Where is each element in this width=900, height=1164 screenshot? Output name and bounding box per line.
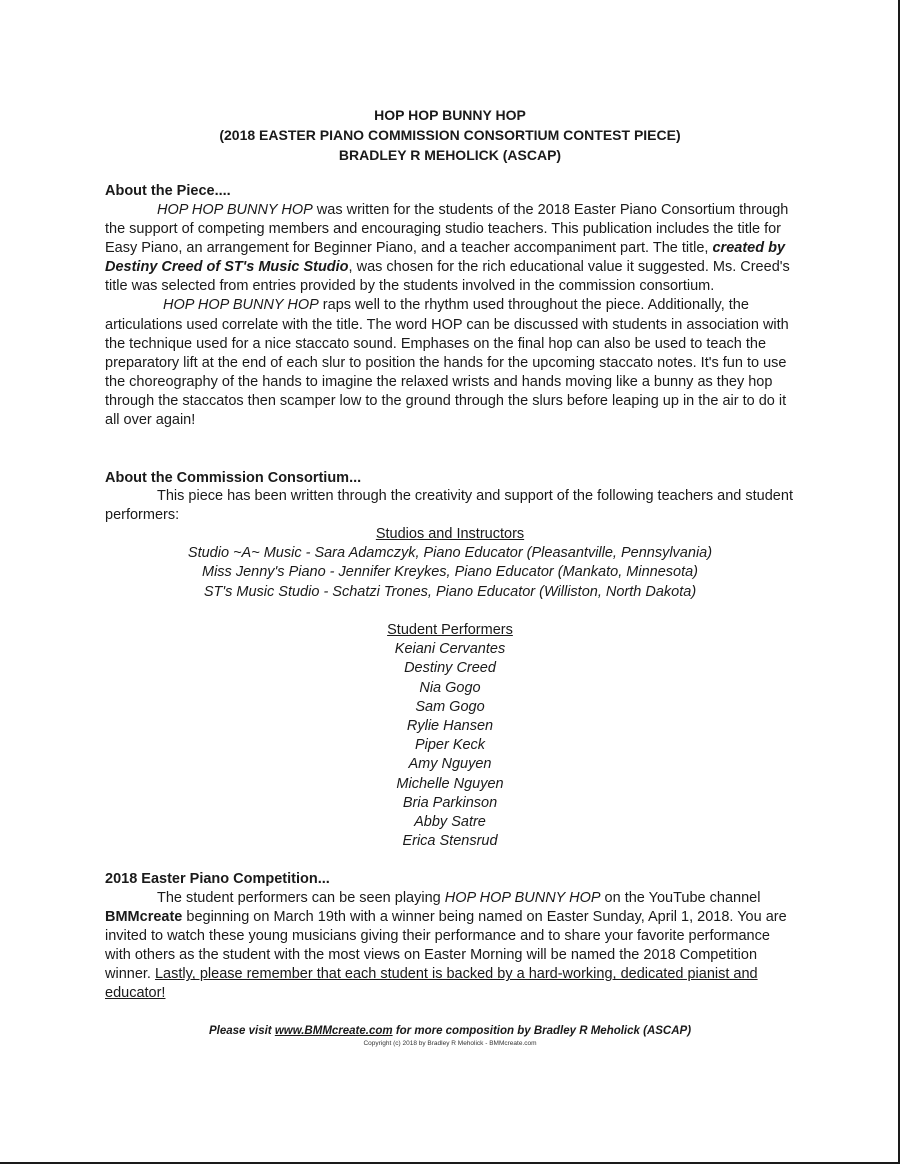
consortium-intro-text: This piece has been written through the creativity and support of the following teachers and student performers: (105, 488, 793, 524)
channel-name: BMMcreate (105, 909, 183, 926)
paragraph-text: raps well to the rhythm used throughout the piece. Additionally, the articulations used correlate with the title. The word HOP can be discussed with students in association with the technique used for a nice staccato sound. Emphases on the final hop can also be used to teach the preparatory lift at the end of each slur to position the hands for the upcoming staccato notes. It's fun to use the choreography of the hands to imagine the relaxed wrists and hands moving like a bunny as they hop through the staccatos then scamper low to the ground through the slurs before leaping up in the air to do it all over again! (105, 297, 789, 429)
website-link[interactable]: www.BMMcreate.com (274, 1025, 393, 1037)
about-piece-paragraph-2 (105, 296, 795, 430)
title-line-2: (2018 EASTER PIANO COMMISSION CONSORTIUM CONTEST PIECE) (219, 127, 681, 143)
piece-title-italic: HOP HOP BUNNY HOP (157, 202, 313, 218)
studio-item: Studio ~A~ Music - Sara Adamczyk, Piano Educator (Pleasantville, Pennsylvania) (187, 545, 713, 562)
students-list (105, 621, 795, 851)
paragraph-text: , was chosen for the rich educational value it suggested. Ms. Creed's title was selected from entries provided by the students involved in the commission consortium. (105, 259, 790, 295)
paragraph-text: beginning on March 19th with a winner being named on Easter Sunday, April 1, 2018. You are invited to watch these young musicians giving their performance and to share your favorite performance with others as the student with the most views on Easter Morning will be named the 2018 Competition winner. (105, 909, 787, 983)
student-item: Keiani Cervantes (394, 641, 506, 658)
about-piece-body (105, 201, 795, 430)
student-item: Nia Gogo (419, 679, 481, 696)
competition-heading: 2018 Easter Piano Competition... (105, 871, 330, 887)
studio-item: Miss Jenny's Piano - Jennifer Kreykes, Piano Educator (Mankato, Minnesota) (202, 564, 698, 581)
piece-title-italic: HOP HOP BUNNY HOP (163, 297, 319, 314)
student-item: Piper Keck (414, 737, 486, 754)
student-item: Abby Satre (414, 814, 486, 831)
piece-title-italic: HOP HOP BUNNY HOP (444, 890, 601, 906)
consortium-intro (105, 487, 795, 525)
closing-note-underlined: Lastly, please remember that each student is backed by a hard-working, dedicated pianist and educator! (105, 966, 758, 1002)
paragraph-text: was written for the students of the 2018 Easter Piano Consortium through the support of competing members and encouraging studio teachers. This publication includes the title for Easy Piano, an arrangement for Beginner Piano, and a teacher accompaniment part. The title, (105, 202, 789, 257)
student-item: Sam Gogo (415, 698, 485, 715)
consortium-heading: About the Commission Consortium... (105, 470, 362, 486)
footer-text: for more composition by Bradley R Meholick (ASCAP) (392, 1025, 692, 1037)
competition-body (105, 889, 795, 1004)
title-line-1: HOP HOP BUNNY HOP (374, 107, 526, 123)
student-item: Michelle Nguyen (396, 775, 504, 792)
student-item: Bria Parkinson (402, 794, 498, 811)
student-item: Destiny Creed (404, 660, 496, 677)
paragraph-text: on the YouTube channel (600, 890, 761, 906)
footer-note (105, 1024, 795, 1038)
paragraph-text: The student performers can be seen playing (157, 890, 445, 906)
title-credit-bold: created by Destiny Creed of ST's Music Studio (105, 240, 786, 276)
copyright-notice: Copyright (c) 2018 by Bradley R Meholick - BMMcreate.com (363, 1040, 537, 1047)
students-heading: Student Performers (387, 622, 513, 638)
studios-list (105, 525, 795, 602)
studios-heading: Studios and Instructors (375, 526, 525, 542)
studio-item: ST's Music Studio - Schatzi Trones, Piano Educator (Williston, North Dakota) (203, 583, 697, 600)
about-piece-heading: About the Piece.... (105, 183, 231, 199)
footer-text: Please visit (208, 1025, 275, 1037)
student-item: Erica Stensrud (402, 833, 498, 850)
student-item: Rylie Hansen (406, 718, 494, 735)
title-line-3: BRADLEY R MEHOLICK (ASCAP) (338, 147, 562, 163)
student-item: Amy Nguyen (408, 756, 492, 773)
about-piece-paragraph-1 (105, 201, 795, 296)
